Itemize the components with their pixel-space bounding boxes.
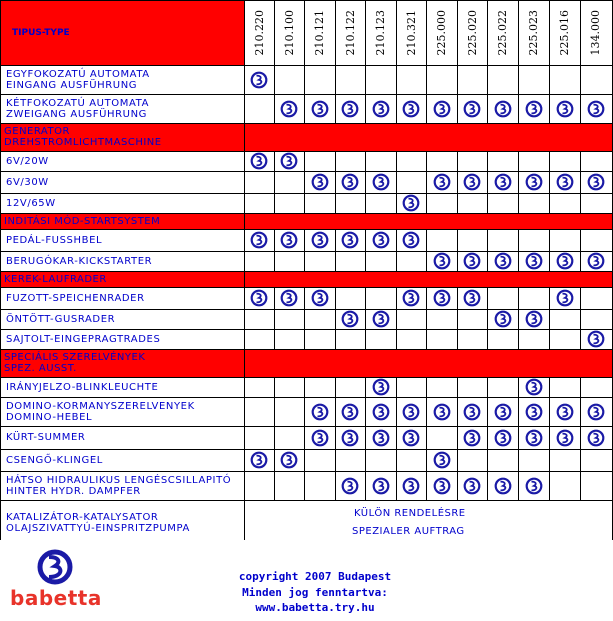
model-number: 210.321 <box>404 9 418 56</box>
babetta-logo-icon <box>35 548 75 586</box>
row-label-line: BERUGÓKAR-KICKSTARTER <box>6 255 153 267</box>
row-label-line: EINGANG AUSFÜHRUNG <box>6 79 138 91</box>
copyright-line: copyright 2007 Budapest <box>238 570 392 583</box>
row-label-line: HÁTSO HIDRAULIKUS LENGÉSCSILLAPITÓ <box>6 474 232 486</box>
model-number: 134.000 <box>589 9 602 56</box>
special-order-note: SPEZIALER AUFTRAG <box>352 526 465 537</box>
model-number: 210.220 <box>252 9 266 56</box>
row-label-line: ZWEIGANG AUSFÜHRUNG <box>6 108 147 120</box>
row-label-line: KÉTFOKOZATÚ AUTOMATA <box>6 97 150 109</box>
section-label: INDITÁSI MÓD-STARTSYSTEM <box>4 215 161 227</box>
row-label-line: KÜRT-SUMMER <box>6 432 86 443</box>
section-label: GENERATOR <box>4 126 70 137</box>
model-number: 210.123 <box>374 9 387 56</box>
row-label-line: PEDÁL-FUSSHBEL <box>6 234 103 246</box>
special-order-note: KÜLÖN RENDELÉSRE <box>354 508 466 519</box>
row-label-line: OLAJSZIVATTYÚ-EINSPRITZPUMPA <box>6 523 190 534</box>
row-label-line: DOMINO-KORMANYSZERELVENYEK <box>6 400 195 412</box>
rights-line: Minden jog fenntartva: <box>242 586 388 599</box>
model-number: 225.020 <box>465 9 479 56</box>
model-number: 225.000 <box>435 9 448 56</box>
row-label-line: FUZOTT-SPEICHENRADER <box>6 292 145 304</box>
row-label-line: KATALIZÁTOR-KATALYSATOR <box>6 512 159 523</box>
section-label: SPECIÁLIS SZERELVÉNYEK <box>4 352 146 363</box>
row-label-line: IRÁNYJELZO-BLINKLEUCHTE <box>6 381 159 393</box>
model-number: 210.121 <box>313 9 326 56</box>
logo-text: babetta <box>10 586 102 610</box>
section-label: KEREK-LAUFRADER <box>4 273 107 285</box>
footer <box>0 540 613 621</box>
section-label: SPEZ. AUSST. <box>4 363 77 374</box>
row-label-line: SAJTOLT-EINGEPRAGTRADES <box>6 333 161 345</box>
model-number: 225.016 <box>558 9 571 56</box>
row-label-line: 12V/65W <box>6 197 56 209</box>
row-label-line: EGYFOKOZATÚ AUTOMATA <box>6 68 150 80</box>
section-label: DREHSTROMLICHTMASCHINE <box>4 137 162 148</box>
model-number: 225.022 <box>496 9 509 56</box>
type-header: TIPUS-TYPE <box>0 0 244 65</box>
row-label-line: 6V/30W <box>6 176 49 188</box>
row-label-line: ÖNTÖTT-GUSRADER <box>6 313 116 325</box>
model-number: 210.100 <box>282 9 296 56</box>
model-number: 225.023 <box>527 9 540 56</box>
website-link[interactable]: www.babetta.try.hu <box>255 601 375 614</box>
row-label-line: DOMINO-HEBEL <box>6 411 93 423</box>
model-number: 210.122 <box>343 9 357 56</box>
row-label-line: 6V/20W <box>6 155 49 167</box>
row-label-line: CSENGŐ-KLINGEL <box>6 454 103 466</box>
row-label-line: HINTER HYDR. DAMPFER <box>6 485 141 497</box>
